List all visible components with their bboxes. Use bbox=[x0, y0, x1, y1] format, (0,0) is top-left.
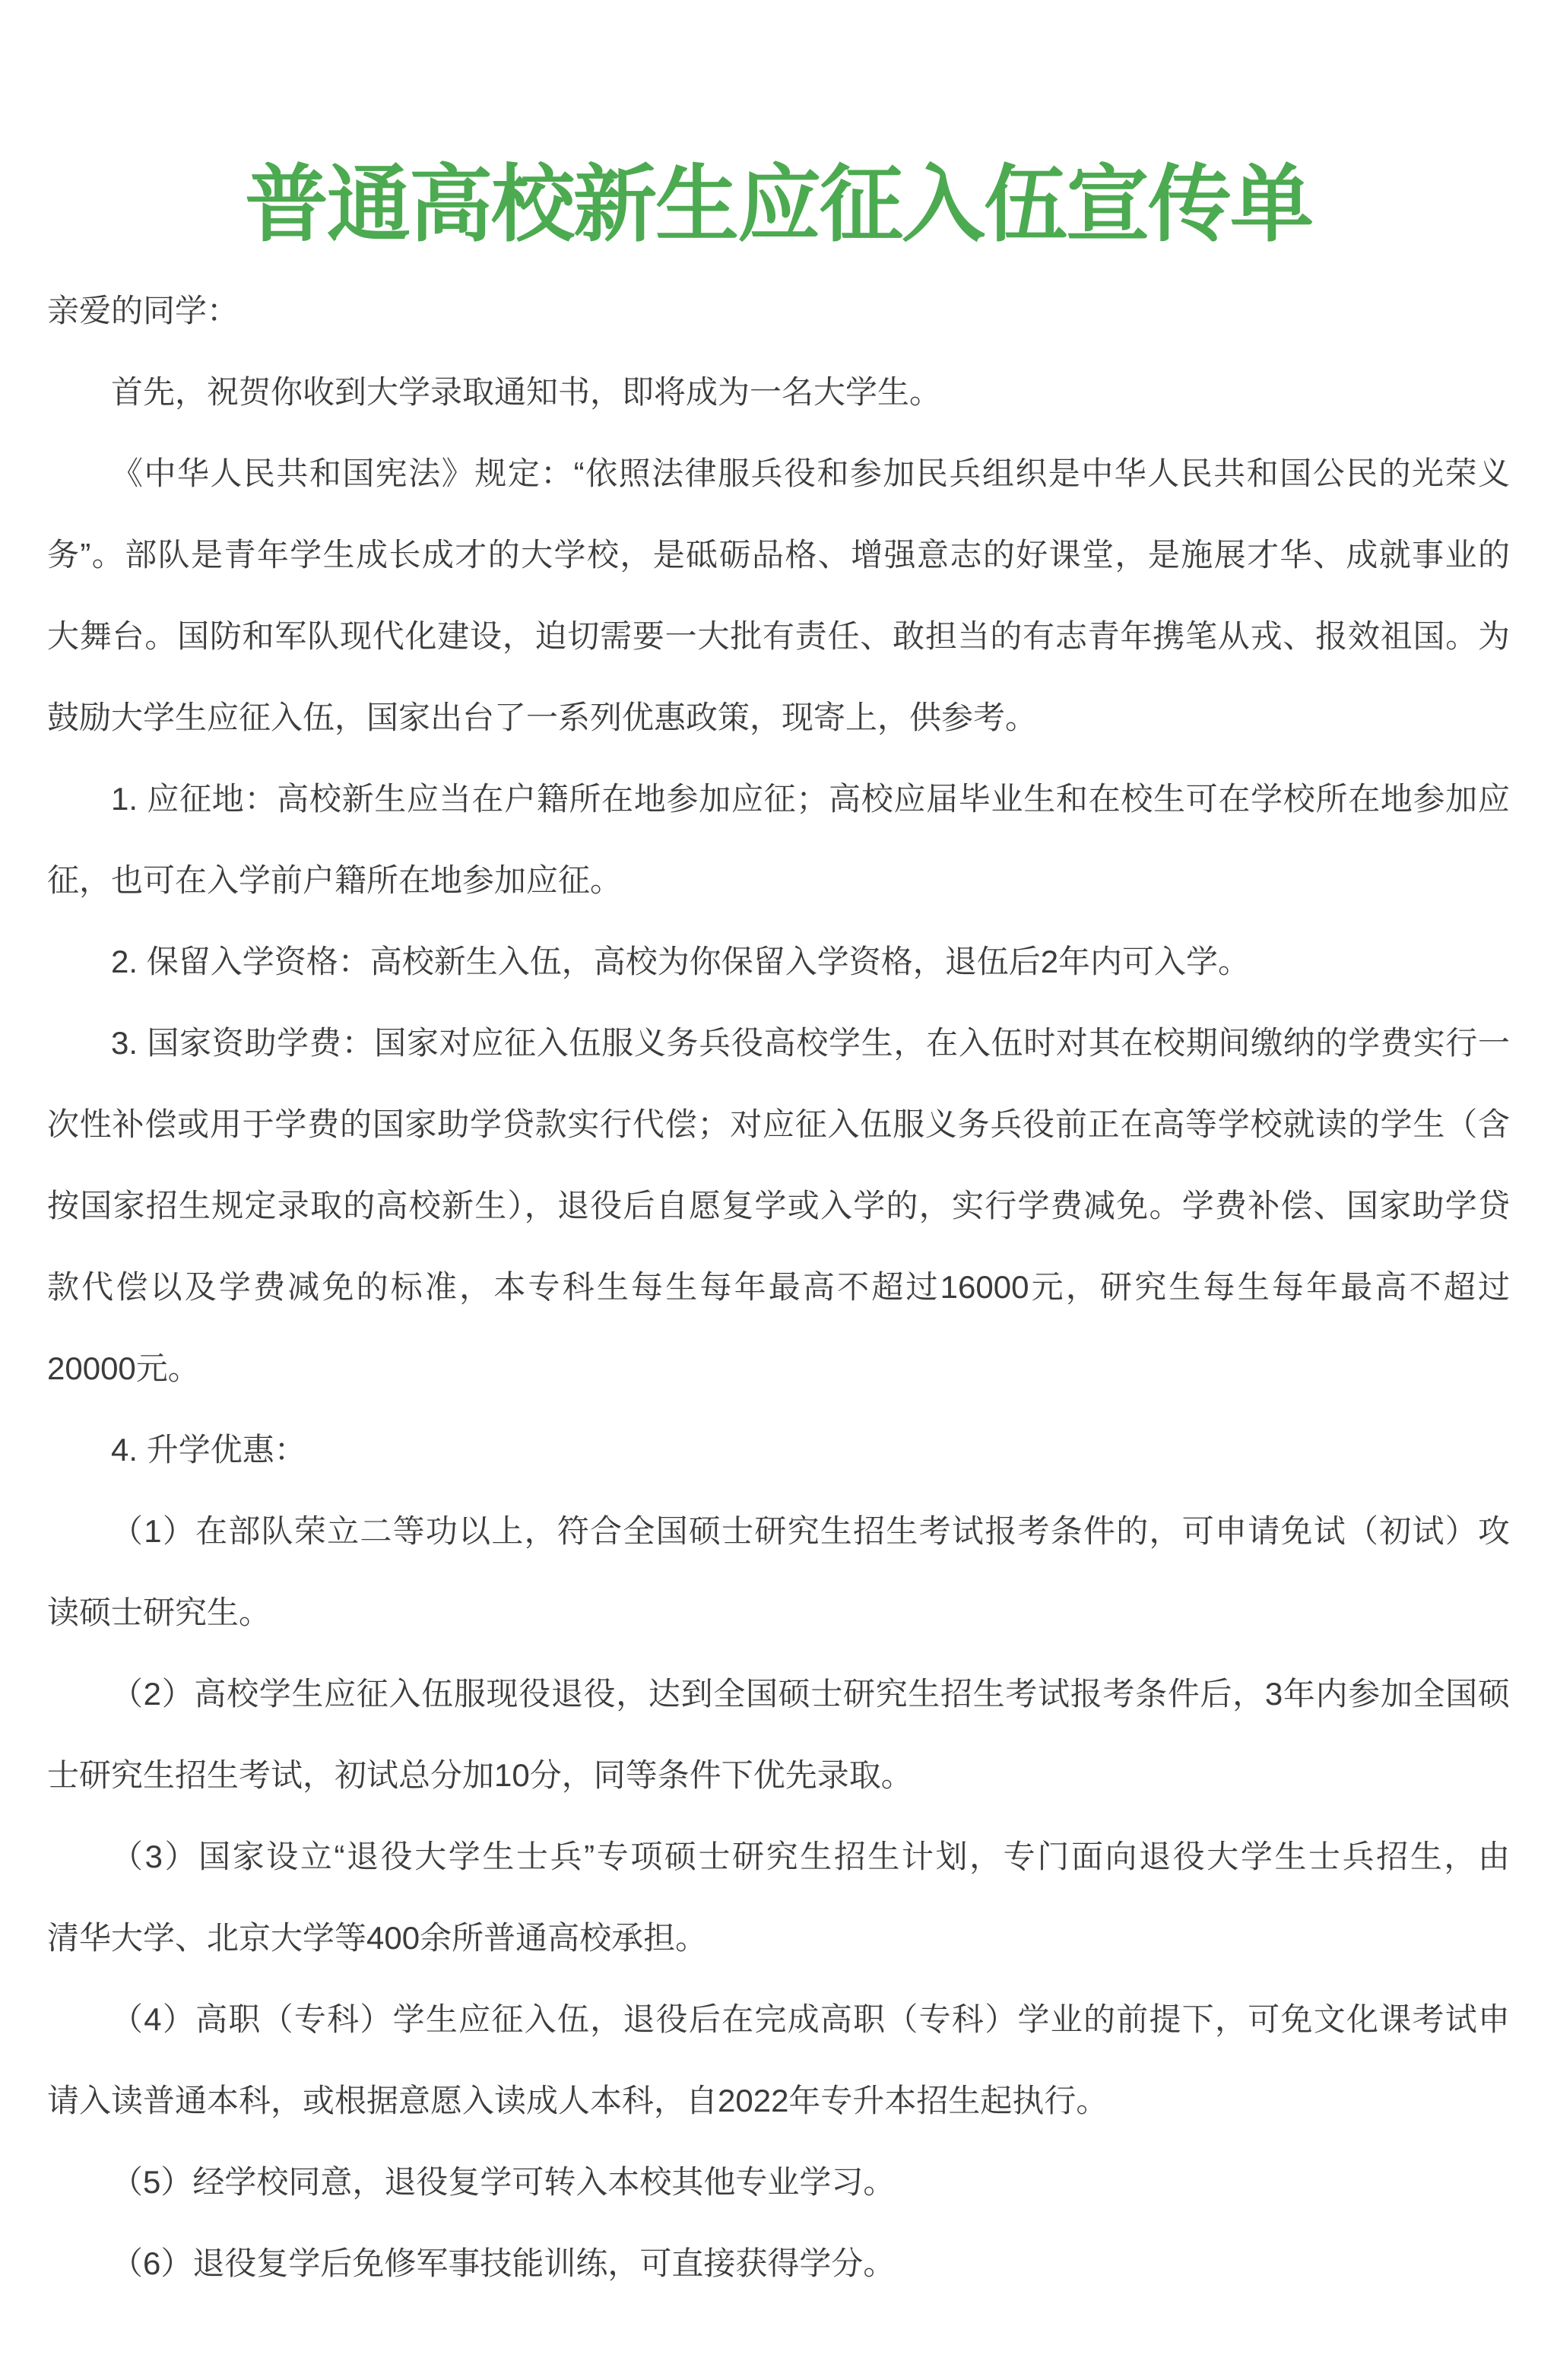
paragraph-item-4-further-study bbox=[47, 1409, 1510, 1490]
text-line: 次性补偿或用于学费的国家助学贷款实行代偿；对应征入伍服义务兵役前正在高等学校就读的学生（含 bbox=[47, 1106, 1510, 1142]
text-line: （2）高校学生应征入伍服现役退役，达到全国硕士研究生招生考试报考条件后，3年内参加全国硕 bbox=[111, 1676, 1510, 1712]
text-line: （4）高职（专科）学生应征入伍，退役后在完成高职（专科）学业的前提下，可免文化课考试申 bbox=[111, 2001, 1510, 2037]
text-line: 清华大学、北京大学等400余所普通高校承担。 bbox=[47, 1920, 708, 1956]
text-line: 20000元。 bbox=[47, 1350, 200, 1386]
paragraph-item-4-5 bbox=[47, 2141, 1510, 2223]
text-line: 1. 应征地：高校新生应当在户籍所在地参加应征；高校应届毕业生和在校生可在学校所在地参加应 bbox=[111, 781, 1510, 817]
text-line: 士研究生招生考试，初试总分加10分，同等条件下优先录取。 bbox=[47, 1757, 913, 1793]
text-line: （5）经学校同意，退役复学可转入本校其他专业学习。 bbox=[111, 2164, 896, 2200]
paragraph-greeting bbox=[47, 351, 1510, 433]
paragraph-item-3-tuition-subsidy bbox=[47, 1002, 1510, 1409]
text-line: 首先，祝贺你收到大学录取通知书，即将成为一名大学生。 bbox=[111, 374, 942, 410]
text-line: 款代偿以及学费减免的标准，本专科生每生每年最高不超过16000元，研究生每生每年最高不超过 bbox=[47, 1269, 1510, 1305]
text-line: 大舞台。国防和军队现代化建设，迫切需要一大批有责任、敢担当的有志青年携笔从戎、报效祖国。为 bbox=[47, 618, 1510, 654]
text-line: 3. 国家资助学费：国家对应征入伍服义务兵役高校学生，在入伍时对其在校期间缴纳的学费实行一 bbox=[111, 1025, 1510, 1061]
text-line: （3）国家设立“退役大学生士兵”专项硕士研究生招生计划，专门面向退役大学生士兵招生，由 bbox=[111, 1839, 1510, 1874]
paragraph-constitution-intro bbox=[47, 433, 1510, 758]
text-line: （1）在部队荣立二等功以上，符合全国硕士研究生招生考试报考条件的，可申请免试（初试）攻 bbox=[111, 1513, 1510, 1549]
text-line: 2. 保留入学资格：高校新生入伍，高校为你保留入学资格，退伍后2年内可入学。 bbox=[111, 944, 1251, 979]
paragraph-item-4-2 bbox=[47, 1653, 1510, 1816]
text-line: 读硕士研究生。 bbox=[47, 1595, 271, 1630]
paragraph-item-4-3 bbox=[47, 1816, 1510, 1979]
text-line: 4. 升学优惠： bbox=[111, 1432, 306, 1468]
paragraph-item-4-4 bbox=[47, 1979, 1510, 2141]
text-line: 务”。部队是青年学生成长成才的大学校，是砥砺品格、增强意志的好课堂，是施展才华、成就事业的 bbox=[47, 537, 1510, 573]
text-line: 请入读普通本科，或根据意愿入读成人本科，自2022年专升本招生起执行。 bbox=[47, 2083, 1108, 2118]
text-line: （6）退役复学后免修军事技能训练，可直接获得学分。 bbox=[111, 2245, 896, 2281]
document-body bbox=[0, 270, 1557, 2304]
paragraph-item-4-6 bbox=[47, 2223, 1510, 2304]
salutation: 亲爱的同学： bbox=[47, 293, 239, 328]
text-line: 征，也可在入学前户籍所在地参加应征。 bbox=[47, 862, 623, 898]
text-line: 按国家招生规定录取的高校新生），退役后自愿复学或入学的，实行学费减免。学费补偿、国家助学贷 bbox=[47, 1188, 1510, 1223]
text-line: 鼓励大学生应征入伍，国家出台了一系列优惠政策，现寄上，供参考。 bbox=[47, 700, 1038, 735]
paragraph-item-1-enlistment-place bbox=[47, 758, 1510, 921]
document-title: 普通高校新生应征入伍宣传单 bbox=[245, 159, 1312, 252]
paragraph-item-2-admission-reserved bbox=[47, 921, 1510, 1002]
text-line: 《中华人民共和国宪法》规定：“依照法律服兵役和参加民兵组织是中华人民共和国公民的光荣义 bbox=[111, 455, 1510, 491]
paragraph-item-4-1 bbox=[47, 1490, 1510, 1653]
